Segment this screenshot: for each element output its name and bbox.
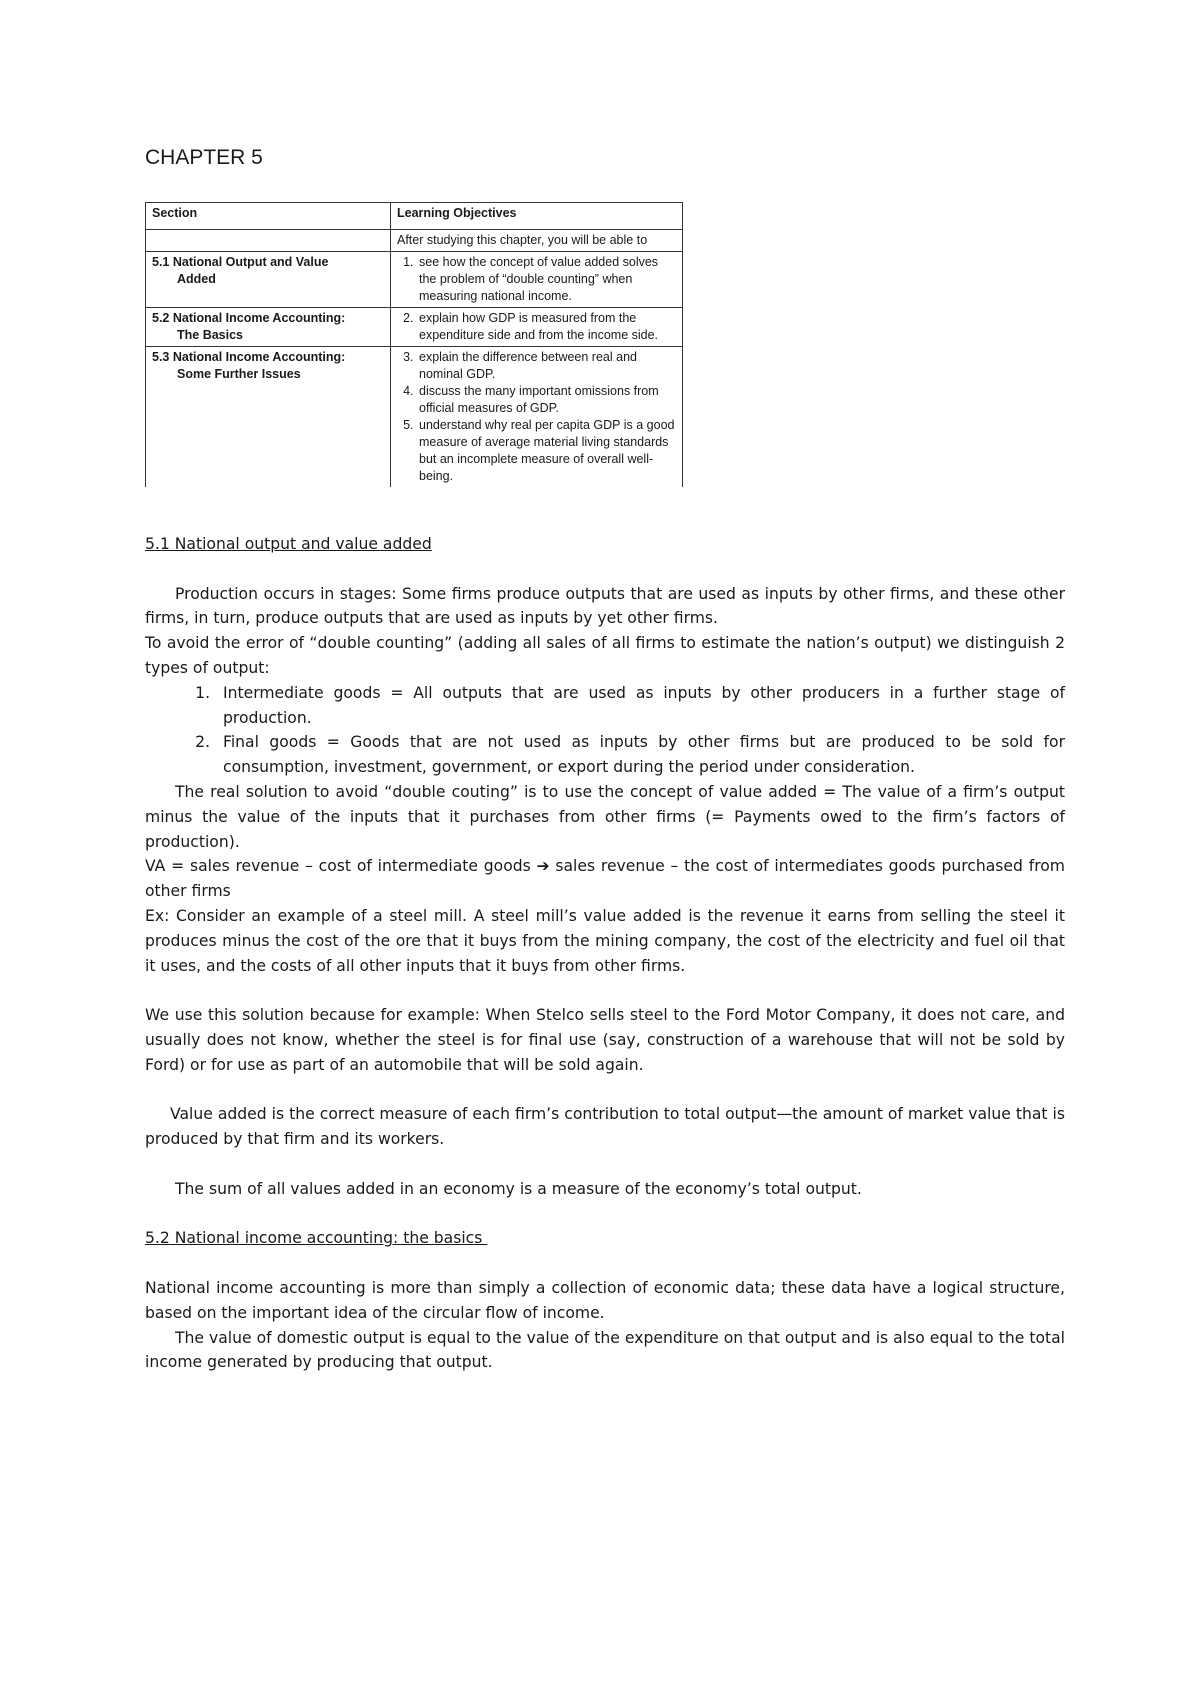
section-number: 5.3: [152, 350, 170, 364]
objective-item: 4. discuss the many important omissions from official measures of GDP.: [417, 383, 676, 417]
section-number: 5.2: [152, 311, 170, 325]
list-item: 1. Intermediate goods = All outputs that are used as inputs by other producers in a further stage of production.: [215, 681, 1065, 731]
section-title-line1: National Output and Value: [172, 255, 329, 269]
section-heading-5-2: 5.2 National income accounting: the basics: [145, 1229, 488, 1248]
section-heading-5-1: 5.1 National output and value added: [145, 535, 432, 553]
paragraph: The real solution to avoid “double couting” is to use the concept of value added = The value of a firm’s output minus the value of the inputs that it purchases from other firms (= Payments owed to the firm’s factors of production).: [145, 782, 1065, 851]
section-title-line1: National Income Accounting:: [172, 350, 346, 364]
table-row: [146, 252, 683, 308]
section-number: 5.1: [152, 255, 170, 269]
section-title-line2: The Basics: [177, 328, 244, 342]
spacer: [145, 1152, 1065, 1177]
paragraph: VA = sales revenue – cost of intermediate goods ➔ sales revenue – the cost of intermediates goods purchased from other firms: [145, 857, 1065, 901]
document-page: [145, 140, 1065, 1372]
section-title-line2: Some Further Issues: [177, 367, 301, 381]
objective-item: 2. explain how GDP is measured from the expenditure side and from the income side.: [417, 310, 676, 344]
table-row: [146, 347, 683, 488]
objectives-list: [397, 349, 676, 485]
paragraph: Ex: Consider an example of a steel mill. A steel mill’s value added is the revenue it earns from selling the steel it produces minus the cost of the ore that it buys from the mining company, the cost of the electricity and fuel oil that it uses, and the costs of all other inputs that it buys from other firms.: [145, 906, 1065, 975]
section-title-line1: National Income Accounting:: [172, 311, 346, 325]
paragraph: We use this solution because for example: When Stelco sells steel to the Ford Motor Company, it does not care, and usually does not know, whether the steel is for final use (say, construction of a warehouse that will not be sold by Ford) or for use as part of an automobile that will be sold again.: [145, 1006, 1065, 1074]
paragraph: To avoid the error of “double counting” (adding all sales of all firms to estimate the nation’s output) we distinguish 2 types of output:: [145, 634, 1065, 677]
paragraph: The sum of all values added in an economy is a measure of the economy’s total output.: [175, 1179, 862, 1198]
objective-item: 3. explain the difference between real and nominal GDP.: [417, 349, 676, 383]
section-cell: [146, 308, 391, 347]
objectives-list: [397, 254, 676, 305]
section-cell: [146, 347, 391, 488]
objectives-list: [397, 310, 676, 344]
objective-item: 5. understand why real per capita GDP is a good measure of average material living standards but an incomplete measure of overall well-being.: [417, 417, 676, 485]
intro-empty-cell: [146, 230, 391, 252]
table-header-row: [146, 203, 683, 230]
objectives-cell: [391, 347, 683, 488]
intro-text: After studying this chapter, you will be able to: [391, 230, 683, 252]
objectives-cell: [391, 308, 683, 347]
table-row: [146, 308, 683, 347]
spacer: [145, 1251, 1065, 1276]
paragraph: National income accounting is more than simply a collection of economic data; these data have a logical structure, based on the important idea of the circular flow of income.: [145, 1278, 1065, 1322]
paragraph: The value of domestic output is equal to the value of the expenditure on that output and is also equal to the total income generated by producing that output.: [145, 1328, 1065, 1372]
header-learning-objectives: Learning Objectives: [391, 203, 683, 230]
objective-item: 1. see how the concept of value added solves the problem of “double counting” when measuring national income.: [417, 254, 676, 305]
learning-objectives-table: [145, 202, 683, 487]
table-intro-row: [146, 230, 683, 252]
chapter-title: CHAPTER 5: [145, 146, 263, 169]
output-types-list: [145, 681, 1065, 780]
list-item: 2. Final goods = Goods that are not used as inputs by other firms but are produced to be sold for consumption, investment, government, or export during the period under consideration.: [215, 730, 1065, 780]
objectives-cell: [391, 252, 683, 308]
section-title-line2: Added: [177, 272, 216, 286]
spacer: [145, 978, 1065, 1003]
paragraph: Production occurs in stages: Some firms produce outputs that are used as inputs by other firms, and these other firms, in turn, produce outputs that are used as inputs by yet other firms.: [145, 584, 1065, 628]
document-body: [145, 532, 1065, 1375]
spacer: [145, 1078, 1065, 1103]
spacer: [145, 557, 1065, 582]
header-section: Section: [146, 203, 391, 230]
paragraph: Value added is the correct measure of each firm’s contribution to total output—the amount of market value that is produced by that firm and its workers.: [145, 1105, 1065, 1149]
section-cell: [146, 252, 391, 308]
spacer: [145, 1202, 1065, 1227]
